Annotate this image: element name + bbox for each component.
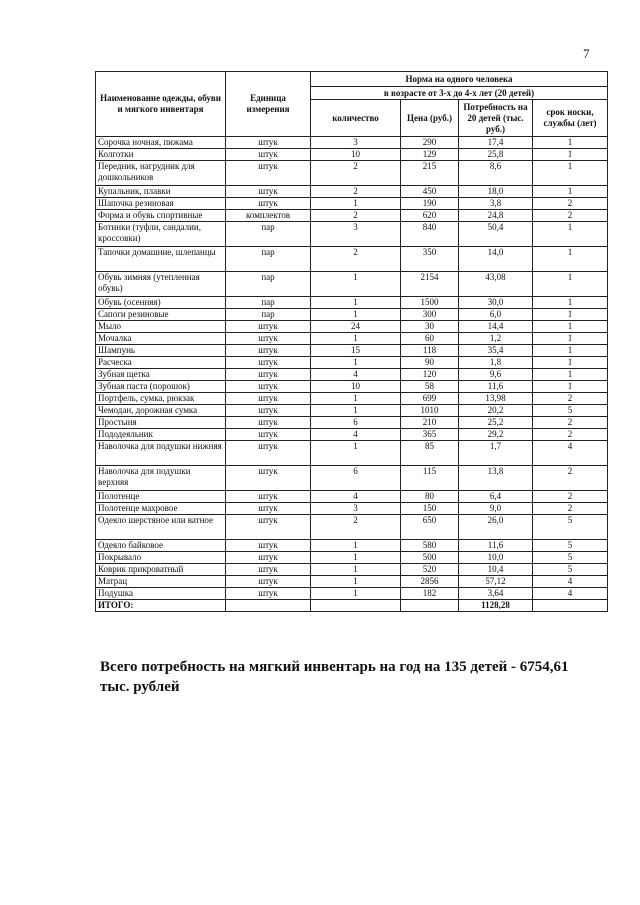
item-name: Сапоги резиновые (96, 309, 226, 321)
item-term: 1 (533, 381, 608, 393)
item-name: Мыло (96, 321, 226, 333)
item-need: 13,98 (459, 393, 533, 405)
item-unit: штук (226, 198, 311, 210)
item-term: 2 (533, 466, 608, 491)
table-row (96, 564, 608, 576)
item-price: 2154 (401, 272, 459, 297)
item-term: 2 (533, 429, 608, 441)
table-row (96, 503, 608, 515)
item-name: Наволочка для подушки верхняя (96, 466, 226, 491)
item-name: Коврик прикроватный (96, 564, 226, 576)
item-price: 650 (401, 515, 459, 540)
item-price: 182 (401, 588, 459, 600)
item-quantity: 4 (311, 429, 401, 441)
item-name: Наволочка для подушки нижняя (96, 441, 226, 466)
item-price: 520 (401, 564, 459, 576)
item-unit: штук (226, 161, 311, 186)
header-norm: Норма на одного человека (311, 72, 608, 87)
item-price: 150 (401, 503, 459, 515)
item-unit: штук (226, 429, 311, 441)
item-name: Обувь (осенняя) (96, 297, 226, 309)
item-name: Пододеяльник (96, 429, 226, 441)
item-need: 18,0 (459, 186, 533, 198)
item-quantity: 1 (311, 272, 401, 297)
item-term: 2 (533, 210, 608, 222)
item-price: 129 (401, 149, 459, 161)
item-need: 26,0 (459, 515, 533, 540)
table-row (96, 222, 608, 247)
item-name: Полотенце махровое (96, 503, 226, 515)
item-name: Матрац (96, 576, 226, 588)
item-term: 1 (533, 309, 608, 321)
item-need: 1,8 (459, 357, 533, 369)
item-name: Колготки (96, 149, 226, 161)
annual-summary: Всего потребность на мягкий инвентарь на год на 135 детей - 6754,61 тыс. рублей (100, 659, 569, 695)
item-need: 24,8 (459, 210, 533, 222)
item-quantity: 1 (311, 309, 401, 321)
item-name: Обувь зимняя (утепленная обувь) (96, 272, 226, 297)
item-quantity: 1 (311, 333, 401, 345)
item-term: 5 (533, 540, 608, 552)
item-quantity: 3 (311, 222, 401, 247)
item-name: Шапочка резиновая (96, 198, 226, 210)
item-name: Подушка (96, 588, 226, 600)
item-quantity: 2 (311, 161, 401, 186)
header-term: срок носки, службы (лет) (533, 100, 608, 137)
item-quantity: 10 (311, 149, 401, 161)
table-row (96, 405, 608, 417)
item-price: 580 (401, 540, 459, 552)
page-number: 7 (583, 46, 590, 61)
item-need: 25,2 (459, 417, 533, 429)
item-name: Зубная паста (порошок) (96, 381, 226, 393)
item-term: 5 (533, 515, 608, 540)
table-row (96, 381, 608, 393)
table-row (96, 491, 608, 503)
table-row (96, 369, 608, 381)
item-quantity: 15 (311, 345, 401, 357)
item-name: Мочалка (96, 333, 226, 345)
table-row (96, 345, 608, 357)
item-unit: штук (226, 345, 311, 357)
item-unit: штук (226, 186, 311, 198)
item-name: Покрывало (96, 552, 226, 564)
item-price: 500 (401, 552, 459, 564)
table-row (96, 333, 608, 345)
header-name: Наименование одежды, обуви и мягкого инвентаря (96, 72, 226, 137)
table-row (96, 272, 608, 297)
item-price: 58 (401, 381, 459, 393)
item-price: 190 (401, 198, 459, 210)
item-quantity: 1 (311, 564, 401, 576)
item-need: 10,4 (459, 564, 533, 576)
item-price: 120 (401, 369, 459, 381)
item-term: 5 (533, 552, 608, 564)
item-unit: штук (226, 321, 311, 333)
table-row (96, 149, 608, 161)
item-need: 6,0 (459, 309, 533, 321)
item-term: 1 (533, 333, 608, 345)
item-quantity: 1 (311, 198, 401, 210)
table-row (96, 137, 608, 149)
item-quantity: 1 (311, 405, 401, 417)
item-term: 1 (533, 321, 608, 333)
item-quantity: 2 (311, 210, 401, 222)
item-need: 1,2 (459, 333, 533, 345)
item-unit: штук (226, 503, 311, 515)
item-term: 1 (533, 345, 608, 357)
item-term: 1 (533, 186, 608, 198)
item-term: 5 (533, 405, 608, 417)
item-quantity: 1 (311, 552, 401, 564)
item-term: 1 (533, 161, 608, 186)
table-row (96, 186, 608, 198)
item-need: 1,7 (459, 441, 533, 466)
header-need: Потребность на 20 детей (тыс. руб.) (459, 100, 533, 137)
item-quantity: 1 (311, 588, 401, 600)
item-term: 1 (533, 222, 608, 247)
item-need: 57,12 (459, 576, 533, 588)
soft-inventory-table (95, 71, 608, 612)
item-quantity: 10 (311, 381, 401, 393)
total-row (96, 600, 608, 612)
item-unit: штук (226, 576, 311, 588)
table-row (96, 247, 608, 272)
item-term: 1 (533, 297, 608, 309)
item-quantity: 1 (311, 297, 401, 309)
item-price: 699 (401, 393, 459, 405)
item-unit: комплектов (226, 210, 311, 222)
item-price: 30 (401, 321, 459, 333)
item-unit: штук (226, 405, 311, 417)
item-quantity: 6 (311, 466, 401, 491)
item-need: 20,2 (459, 405, 533, 417)
item-quantity: 1 (311, 357, 401, 369)
item-term: 2 (533, 417, 608, 429)
item-price: 60 (401, 333, 459, 345)
table-row (96, 393, 608, 405)
item-price: 1010 (401, 405, 459, 417)
item-price: 840 (401, 222, 459, 247)
item-quantity: 4 (311, 369, 401, 381)
item-need: 10,0 (459, 552, 533, 564)
item-unit: штук (226, 333, 311, 345)
item-name: Простыня (96, 417, 226, 429)
total-label: ИТОГО: (96, 600, 226, 612)
item-need: 8,6 (459, 161, 533, 186)
item-price: 2856 (401, 576, 459, 588)
item-unit: пар (226, 222, 311, 247)
item-need: 13,8 (459, 466, 533, 491)
item-need: 11,6 (459, 540, 533, 552)
item-term: 1 (533, 357, 608, 369)
table-row (96, 588, 608, 600)
item-unit: штук (226, 137, 311, 149)
item-name: Форма и обувь спортивные (96, 210, 226, 222)
header-quantity: количество (311, 100, 401, 137)
item-price: 365 (401, 429, 459, 441)
item-need: 9,0 (459, 503, 533, 515)
item-term: 4 (533, 441, 608, 466)
table-row (96, 576, 608, 588)
item-name: Тапочки домашние, шлепанцы (96, 247, 226, 272)
item-price: 300 (401, 309, 459, 321)
item-need: 11,6 (459, 381, 533, 393)
item-unit: штук (226, 149, 311, 161)
item-quantity: 3 (311, 137, 401, 149)
item-term: 1 (533, 247, 608, 272)
item-unit: штук (226, 491, 311, 503)
item-term: 1 (533, 369, 608, 381)
item-need: 17,4 (459, 137, 533, 149)
item-quantity: 1 (311, 441, 401, 466)
item-quantity: 3 (311, 503, 401, 515)
item-quantity: 6 (311, 417, 401, 429)
item-term: 2 (533, 393, 608, 405)
item-name: Ботинки (туфли, сандалии, кроссовки) (96, 222, 226, 247)
item-price: 90 (401, 357, 459, 369)
item-unit: штук (226, 369, 311, 381)
item-name: Шампунь (96, 345, 226, 357)
item-need: 14,4 (459, 321, 533, 333)
item-quantity: 1 (311, 576, 401, 588)
item-price: 118 (401, 345, 459, 357)
table-row (96, 515, 608, 540)
table-row (96, 417, 608, 429)
item-quantity: 2 (311, 247, 401, 272)
item-need: 3,8 (459, 198, 533, 210)
item-name: Купальник, плавки (96, 186, 226, 198)
item-need: 50,4 (459, 222, 533, 247)
item-need: 35,4 (459, 345, 533, 357)
table-row (96, 309, 608, 321)
item-quantity: 2 (311, 515, 401, 540)
item-unit: штук (226, 381, 311, 393)
item-price: 85 (401, 441, 459, 466)
item-name: Передник, нагрудник для дошкольников (96, 161, 226, 186)
table-row (96, 466, 608, 491)
item-need: 3,64 (459, 588, 533, 600)
item-unit: штук (226, 417, 311, 429)
item-quantity: 2 (311, 186, 401, 198)
item-unit: штук (226, 393, 311, 405)
table-row (96, 210, 608, 222)
table-row (96, 441, 608, 466)
item-quantity: 24 (311, 321, 401, 333)
item-quantity: 1 (311, 393, 401, 405)
table-row (96, 540, 608, 552)
item-term: 1 (533, 137, 608, 149)
item-term: 2 (533, 503, 608, 515)
header-price: Цена (руб.) (401, 100, 459, 137)
item-need: 43,08 (459, 272, 533, 297)
item-unit: штук (226, 515, 311, 540)
item-unit: пар (226, 309, 311, 321)
item-unit: штук (226, 540, 311, 552)
item-price: 1500 (401, 297, 459, 309)
item-need: 25,8 (459, 149, 533, 161)
item-name: Расческа (96, 357, 226, 369)
item-price: 450 (401, 186, 459, 198)
item-quantity: 4 (311, 491, 401, 503)
item-unit: штук (226, 466, 311, 491)
header-age-group: в возрасте от 3-х до 4-х лет (20 детей) (311, 87, 608, 100)
item-name: Портфель, сумка, рюкзак (96, 393, 226, 405)
item-price: 290 (401, 137, 459, 149)
item-term: 1 (533, 149, 608, 161)
item-term: 1 (533, 272, 608, 297)
item-term: 4 (533, 576, 608, 588)
table-row (96, 357, 608, 369)
item-unit: пар (226, 272, 311, 297)
item-unit: штук (226, 564, 311, 576)
item-term: 2 (533, 198, 608, 210)
item-name: Полотенце (96, 491, 226, 503)
item-name: Зубная щетка (96, 369, 226, 381)
item-name: Одеяло байковое (96, 540, 226, 552)
item-unit: пар (226, 247, 311, 272)
item-need: 14,0 (459, 247, 533, 272)
item-price: 80 (401, 491, 459, 503)
item-price: 115 (401, 466, 459, 491)
table-row (96, 198, 608, 210)
item-name: Чемодан, дорожная сумка (96, 405, 226, 417)
total-need: 1128,28 (459, 600, 533, 612)
item-name: Сорочка ночная, пижама (96, 137, 226, 149)
item-term: 2 (533, 491, 608, 503)
item-unit: пар (226, 297, 311, 309)
item-term: 4 (533, 588, 608, 600)
item-unit: штук (226, 588, 311, 600)
table-row (96, 161, 608, 186)
item-need: 29,2 (459, 429, 533, 441)
table-row (96, 429, 608, 441)
item-need: 9,6 (459, 369, 533, 381)
item-price: 210 (401, 417, 459, 429)
item-unit: штук (226, 357, 311, 369)
item-unit: штук (226, 441, 311, 466)
header-unit: Единица измерения (226, 72, 311, 137)
item-need: 6,4 (459, 491, 533, 503)
item-need: 30,0 (459, 297, 533, 309)
item-name: Одеяло шерстяное или ватное (96, 515, 226, 540)
table-row (96, 552, 608, 564)
item-price: 620 (401, 210, 459, 222)
item-unit: штук (226, 552, 311, 564)
table-row (96, 321, 608, 333)
item-term: 5 (533, 564, 608, 576)
item-quantity: 1 (311, 540, 401, 552)
item-price: 350 (401, 247, 459, 272)
table-row (96, 297, 608, 309)
item-price: 215 (401, 161, 459, 186)
